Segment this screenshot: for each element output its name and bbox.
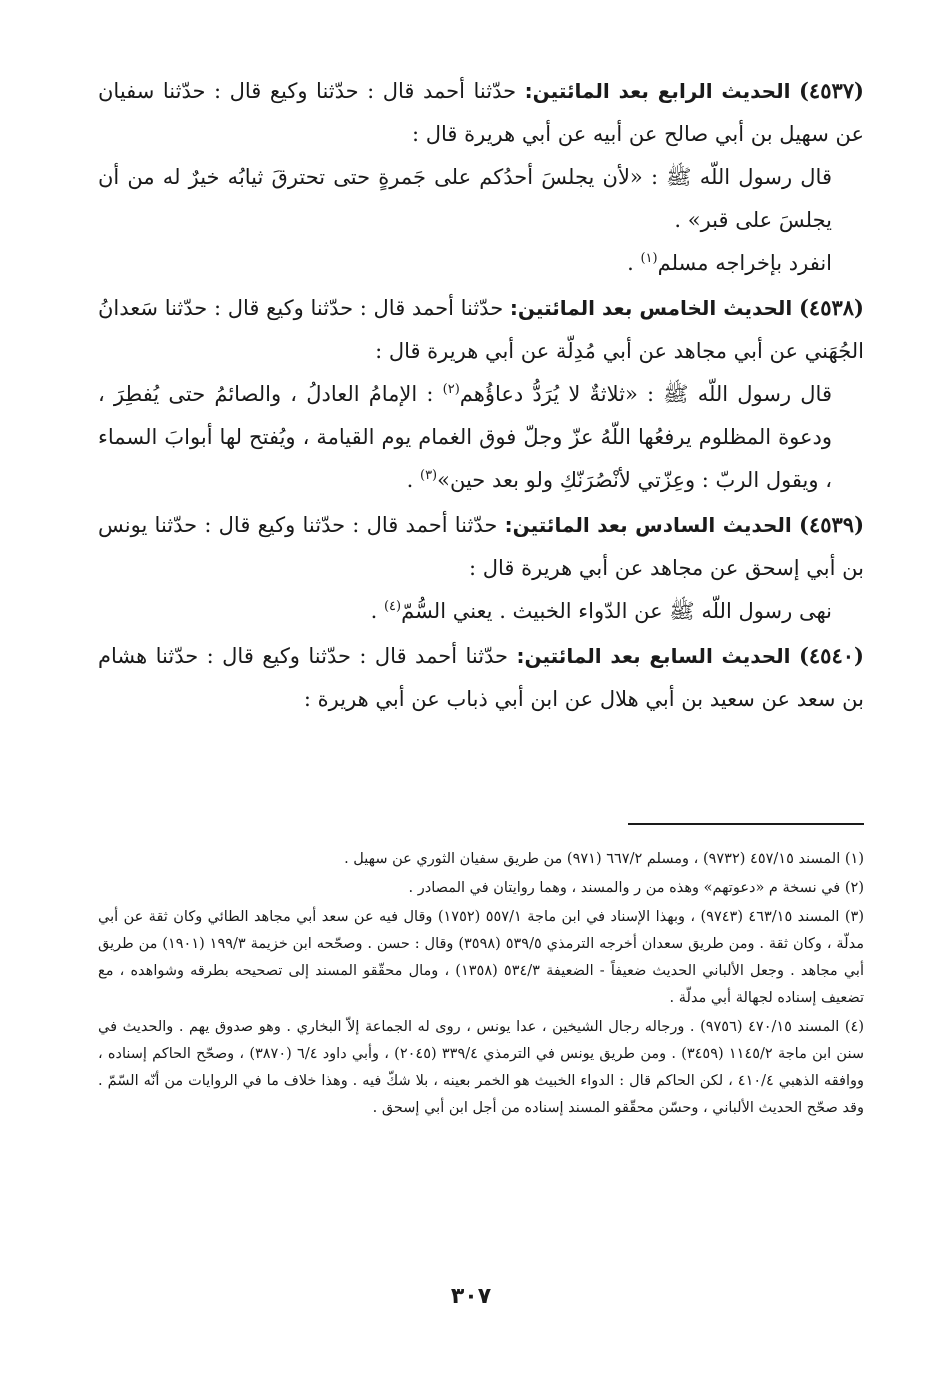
hadith-4540-header xyxy=(98,634,864,721)
hadith-matn: قال رسول اللّه ﷺ : «لأن يجلسَ أحدُكم على جَمرةٍ حتى تحترقَ ثيابُه خيرٌ له من أن يجلسَ على قبر» . xyxy=(98,165,832,232)
footnote-text: في نسخة م «دعوتهم» وهذه من ر والمسند ، وهما روايتان في المصادر . xyxy=(408,880,841,896)
footnote-ref-2[interactable]: (٢) xyxy=(442,382,460,397)
hadith-chain: حدّثنا أحمد قال : حدّثنا وكيع قال : حدّثنا سفيان عن سهيل بن أبي صالح عن أبيه عن أبي هريرة قال : xyxy=(98,79,864,146)
hadith-matn-end: . xyxy=(406,468,420,492)
hadith-4537-takhrij xyxy=(98,242,864,285)
footnote-text: المسند ٤٦٣/١٥ (٩٧٤٣) ، وبهذا الإسناد في ابن ماجة ٥٥٧/١ (١٧٥٢) وقال فيه عن سعد أبي مجاهد الطائي وكان ثقة عن أبي مدلّة ، وكان ثقة . ومن طريق سعدان أخرجه الترمذي ٥٣٩/٥ (٣٥٩٨) وقال : حسن . وصحّحه ابن خزيمة ١٩٩/٣ (١٩٠١) من طريق أبي مجاهد . وجعل الألباني الحديث ضعيفاً - الضعيفة ٥٣٤/٣ (١٣٥٨) ، ومال محقّقو المسند إلى تصحيحه بطرقه وشواهده ، مع تضعيف إسناده لجهالة أبي مدلّة . xyxy=(98,909,864,1006)
hadith-4538-header xyxy=(98,286,864,373)
hadith-matn: قال رسول اللّه ﷺ : «ثلاثةٌ لا يُرَدُّ دعاؤُهم xyxy=(459,382,832,406)
hadith-4538-text xyxy=(98,373,864,502)
hadith-number: (٤٥٣٩) xyxy=(799,512,864,537)
takhrij-text: انفرد بإخراجه مسلم xyxy=(657,251,832,275)
footnote-2 xyxy=(98,875,864,902)
footnote-number: (٢) xyxy=(844,880,864,896)
footnote-ref-1[interactable]: (١) xyxy=(640,251,658,266)
main-text xyxy=(98,68,864,721)
footnotes xyxy=(98,846,864,1124)
footnote-number: (١) xyxy=(844,851,864,867)
footnote-number: (٤) xyxy=(844,1019,864,1035)
hadith-chain: حدّثنا أحمد قال : حدّثنا وكيع قال : حدّثنا سَعدانُ الجُهَني عن أبي مجاهد عن أبي مُدِلّة عن أبي هريرة قال : xyxy=(98,296,864,363)
hadith-4537-header xyxy=(98,69,864,156)
hadith-title: الحديث السابع بعد المائتين: xyxy=(516,644,791,668)
footnote-separator xyxy=(628,823,864,825)
hadith-4537-text xyxy=(98,156,864,242)
hadith-chain: حدّثنا أحمد قال : حدّثنا وكيع قال : حدّثنا يونس بن أبي إسحق عن مجاهد عن أبي هريرة قال : xyxy=(98,513,864,580)
footnote-3 xyxy=(98,904,864,1012)
takhrij-tail: . xyxy=(627,251,641,275)
footnote-number: (٣) xyxy=(844,909,864,925)
hadith-title: الحديث الخامس بعد المائتين: xyxy=(509,296,793,320)
hadith-title: الحديث السادس بعد المائتين: xyxy=(504,513,792,537)
hadith-number: (٤٥٤٠) xyxy=(798,643,864,668)
footnote-ref-3[interactable]: (٣) xyxy=(419,468,438,483)
hadith-4539-header xyxy=(98,503,864,590)
hadith-matn-end: . xyxy=(370,599,384,623)
hadith-chain: حدّثنا أحمد قال : حدّثنا وكيع قال : حدّثنا هشام بن سعد عن سعيد بن أبي هلال عن ابن أبي ذباب عن أبي هريرة : xyxy=(98,644,864,711)
hadith-4539-text xyxy=(98,590,864,633)
hadith-matn: نهى رسول اللّه ﷺ عن الدّواء الخبيث . يعني السُّمّ xyxy=(401,599,832,623)
page-number: ٣٠٧ xyxy=(450,1284,492,1309)
hadith-number: (٤٥٣٨) xyxy=(798,295,864,320)
footnote-text: المسند ٤٥٧/١٥ (٩٧٣٢) ، ومسلم ٦٦٧/٢ (٩٧١) من طريق سفيان الثوري عن سهيل . xyxy=(344,851,841,867)
footnote-4 xyxy=(98,1014,864,1122)
hadith-number: (٤٥٣٧) xyxy=(798,78,864,103)
hadith-title: الحديث الرابع بعد المائتين: xyxy=(524,79,791,103)
footnote-ref-4[interactable]: (٤) xyxy=(383,599,402,614)
hadith-matn-cont: : الإمامُ العادلُ ، والصائمُ حتى يُفطِرَ ، ودعوة المظلوم يرفعُها اللّهُ عزّ وجلّ فوق الغمام يوم القيامة ، ويُفتح لها أبوابَ السماء ، ويقول الربّ : وعِزّتي لأنْصُرَنّكِ ولو بعد حين» xyxy=(98,382,832,492)
footnote-1 xyxy=(98,846,864,873)
footnote-text: المسند ٤٧٠/١٥ (٩٧٥٦) . ورجاله رجال الشيخين ، عدا يونس ، روى له الجماعة إلاّ البخاري . وهو صدوق يهم . والحديث في سنن ابن ماجة ١١٤٥/٢ (٣٤٥٩) . ومن طريق يونس في الترمذي ٣٣٩/٤ (٢٠٤٥) ، وأبي داود ٦/٤ (٣٨٧٠) ، وصحّح الحاكم إسناده ، ووافقه الذهبي ٤١٠/٤ ، لكن الحاكم قال : الدواء الخبيث هو الخمر بعينه ، بلا شكّ فيه . وهذا خلاف ما في الروايات من أنّه السّمّ . وقد صحّح الحديث الألباني ، وحسّن محقّقو المسند إسناده من أجل ابن أبي إسحق . xyxy=(98,1019,864,1116)
